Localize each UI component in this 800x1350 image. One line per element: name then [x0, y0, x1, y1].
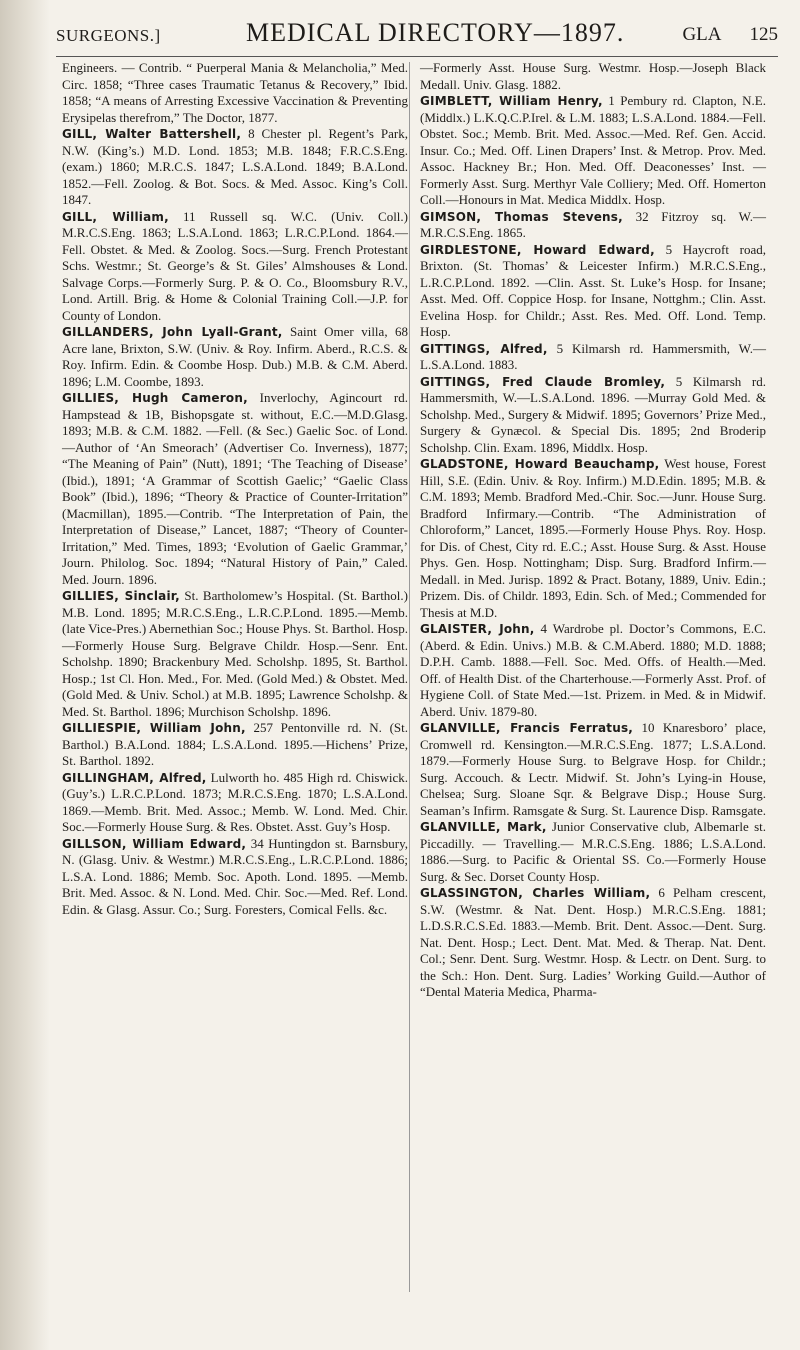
directory-entry [62, 126, 408, 209]
entry-text: Saint Omer villa, 68 Acre lane, Brixton, S.W. (Univ. & Roy. Infirm. Aberd., R.C.S. & Roy. Infirm. Edin. & Coombe Hosp. Dub.) M.B. & C.M. Aberd. 1896; L.M. Coombe, 1893. [62, 324, 409, 389]
directory-entry [420, 621, 766, 720]
directory-entry [62, 770, 408, 836]
entry-text: West house, Forest Hill, S.E. (Edin. Univ. & Roy. Infirm.) M.D.Edin. 1895; M.B. & C.M. 1893; Memb. Bradford Med.-Chir. Soc.—Junr. House Surg. Bradford Infirmary.—Contrib. “The Administration of Chloroform,” Lancet, 1895.—Formerly House Phys. Roy. Hosp. for Dis. of Chest, City rd. E.C.; Asst. House Surg. & Asst. House Phys. Gen. Hosp. Nottingham; Disp. Surg. Bradford Infirm.—Medall. in Med. Jurisp. 1892 & Pract. Botany, 1889, Univ. Edin.; Prizem. Dis. of Childr. 1893, Edin. Sch. of Med.; Commended for Thesis at M.D. [420, 456, 767, 620]
entry-text: 34 Huntingdon st. Barnsbury, N. (Glasg. Univ. & Westmr.) M.R.C.S.Eng., L.R.C.P.Lond. 1886; L.S.A. Lond. 1886; Memb. Soc. Apoth. Lond. 1895. —Memb. Brit. Med. Assoc. & N. Lond. Med. Chir. Soc.—Med. Ref. Lond. Edin. & Glasg. Assur. Co.; Surg. Foresters, Comical Fells. &c. [62, 835, 408, 917]
entry-name: GLASSINGTON, Charles William, [420, 886, 651, 900]
entry-text: Inverlochy, Agincourt rd. Hampstead & 1B, Bishopsgate st. without, E.C.—M.D.Glasg. 1893; M.B. & C.M. 1882. —Fell. (& Sec.) Gaelic Soc. of Lond.—Author of ‘An Smeorach’ (Advertiser Co. Inverness), 1877; “The Meaning of Pain” (Nutt), 1891; ‘The Teaching of Disease’ (Ibid.), 1891; ‘A Grammar of Scottish Gaelic;’ “Gaelic Class Book” (Ibid.), 1896; “Theory & Practice of Counter-Irritation” (Macmillan), 1895.—Contrib. “The Interpretation of Pain, the Interpretation of Disease,” Lancet, 1887; “Theory of Counter-Irritation,” Med. Times, 1893; ‘Evolution of Gaelic Grammar,’ Journ. Philolog. Soc. 1894; “Natural History of Pain,” Caled. Med. Journ. 1896. [62, 390, 409, 587]
directory-entry [420, 720, 766, 819]
binding-gutter [0, 0, 50, 1350]
entry-name: GILL, William, [62, 209, 169, 224]
entry-text: Engineers. — Contrib. “ Puerperal Mania & Melancholia,” Med. Circ. 1858; “Three cases Traumatic Tetanus & Recovery,” Ibid. 1858; “A means of Arresting Excessive Vaccination & Preventing Erysipelas therefrom,” The Doctor, 1877. [62, 60, 408, 125]
directory-entry [62, 60, 408, 126]
entry-text: 5 Kilmarsh rd. Hammersmith, W.—L.S.A.Lond. 1883. [420, 340, 766, 372]
entry-text: 1 Pembury rd. Clapton, N.E. (Middlx.) L.K.Q.C.P.Irel. & L.M. 1883; L.S.A.Lond. 1884.—Fell. Obstet. Soc.; Memb. Brit. Med. Assoc.—Med. Ref. Gen. Accid. Insur. Co.; Med. Off. Linen Drapers’ Inst. & Metrop. Prov. Med. Assoc. Hackney Br.; Hon. Med. Off. Deaconesses’ Inst. —Formerly Asst. Surg. Merthyr Vale Colliery; Med. Off. Homerton Coll.—Honours in Mat. Medica Middlx. Hosp. [420, 93, 767, 207]
entry-text: 4 Wardrobe pl. Doctor’s Commons, E.C. (Aberd. & Edin. Univs.) M.B. & C.M.Aberd. 1880; M.D. 1888; D.P.H. Camb. 1888.—Fell. Soc. Med. Offs. of Health.—Med. Off. of Health Dist. of the Charterhouse.—Formerly Asst. Prof. of Hygiene Coll. of State Med.—1st. Prizem. in Med. & in Midwif. Aberd. Univ. 1879-80. [420, 621, 767, 719]
entry-name: GILLIESPIE, William John, [62, 721, 246, 735]
left-column [62, 60, 408, 918]
entry-name: GILLIES, Sinclair, [62, 589, 180, 603]
entry-text: —Formerly Asst. House Surg. Westmr. Hosp.—Joseph Black Medall. Univ. Glasg. 1882. [420, 60, 766, 92]
entry-name: GLAISTER, John, [420, 622, 535, 636]
directory-entry [420, 209, 766, 242]
directory-entry [62, 390, 408, 588]
entry-text: 5 Haycroft road, Brixton. (St. Thomas’ & Leicester Infirm.) M.R.C.S.Eng., L.R.C.P.Lond. 1892. —Clin. Asst. St. Luke’s Hosp. for Insane; Asst. Med. Off. Coppice Hosp. for Insane, Nottghm.; Clin. Asst. Evelina Hosp. for Childr.; Asst. Res. Med. Off. Lond. Temp. Hosp. [420, 241, 766, 339]
entry-name: GILLIES, Hugh Cameron, [62, 391, 248, 405]
directory-entry [420, 374, 766, 457]
header-rule [56, 56, 778, 57]
entry-text: 11 Russell sq. W.C. (Univ. Coll.) M.R.C.S.Eng. 1863; L.S.A.Lond. 1863; L.R.C.P.Lond. 1864.—Fell. Obstet. & Med. & Zoolog. Socs.—Surg. French Protestant Schs. Westmr.; St. George’s & St. Giles’ Almshouses & Lond. Salvage Corps.—Formerly Surg. P. & O. Co., Bloomsbury R.V., Lond. Artill. Brig. & Home & Colonial Training Coll.—J.P. for County of London. [62, 208, 408, 323]
entry-text: Junior Conservative club, Albemarle st. Piccadilly. — Travelling.— M.R.C.S.Eng. 1886; L.S.A.Lond. 1886.—Surg. to Pacific & Oriental SS. Co.—Formerly House Surg. & Sec. Dorset County Hosp. [420, 819, 766, 884]
directory-entry [420, 456, 766, 621]
directory-entry [420, 242, 766, 341]
header-abbrev: GLA [682, 24, 722, 45]
entry-text: St. Bartholomew’s Hospital. (St. Barthol.) M.B. Lond. 1895; M.R.C.S.Eng., L.R.C.P.Lond. 1895.—Memb. (late Vice-Pres.) Abernethian Soc.; House Phys. St. Barthol. Hosp.—Formerly House Surg. Belgrave Childr. Hosp.—Senr. Ent. Scholshp. 1890; Brackenbury Med. Scholshp. 1895, St. Barthol. Hosp.; 1st Cl. Hon. Med., For. Med. (Gold Med.) & Obstet. Med. (Gold Med. & Univ. Schol.) at M.B. 1895; Lawrence Scholshp. & Med. St. Barthol. 1896; Murchison Scholshp. 1896. [62, 588, 408, 719]
directory-entry [62, 324, 408, 390]
entry-text: 10 Knaresboro’ place, Cromwell rd. Kensington.—M.R.C.S.Eng. 1877; L.S.A.Lond. 1879.—Formerly House Surg. to Belgrave Hosp. for Childr.; Surg. Accouch. & Lectr. Midwif. St. John’s Lying-in House, Chelsea; Surg. Sloane Sqr. & Belgrave Disp.; House Surg. Seaman’s Infirm. Ramsgate & Surg. St. Laurence Disp. Ramsgate. [420, 720, 766, 818]
entry-text: 5 Kilmarsh rd. Hammersmith, W.—L.S.A.Lond. 1896. —Murray Gold Med. & Scholshp. Med., Surgery & Midwif. 1895; Governors’ Prize Med., Surgery & Gynæcol. & Special Dis. 1895; 2nd Broderip Scholshp. Clin. Exam. 1896, Middlx. Hosp. [420, 373, 766, 455]
entry-name: GLANVILLE, Mark, [420, 820, 547, 834]
directory-entry [62, 588, 408, 720]
directory-entry [62, 836, 408, 919]
directory-entry [62, 720, 408, 770]
header-section: SURGEONS.] [56, 26, 161, 45]
entry-name: GILLSON, William Edward, [62, 836, 247, 851]
directory-entry [420, 93, 766, 209]
entry-text: 257 Pentonville rd. N. (St. Barthol.) B.A.Lond. 1884; L.S.A.Lond. 1895.—Hichens’ Prize, St. Barthol. 1892. [62, 720, 408, 768]
entry-name: GLADSTONE, Howard Beauchamp, [420, 457, 660, 471]
entry-name: GIRDLESTONE, Howard Edward, [420, 242, 655, 257]
entry-text: Lulworth ho. 485 High rd. Chiswick. (Guy’s.) L.R.C.P.Lond. 1873; M.R.C.S.Eng. 1870; L.S.A.Lond. 1869.—Memb. Brit. Med. Assoc.; Memb. W. Lond. Med. Chir. Soc.—Formerly House Surg. & Res. Obstet. Asst. Guy’s Hosp. [62, 769, 409, 834]
entry-text: 6 Pelham crescent, S.W. (Westmr. & Nat. Dent. Hosp.) M.R.C.S.Eng. 1881; L.D.S.R.C.S.Ed. 1883.—Memb. Brit. Dent. Assoc.—Dent. Surg. Nat. Dent. Hosp.; Lect. Dent. Mat. Med. & Therap. Nat. Dent. Col.; Senr. Dent. Surg. Westmr. Hosp. & Lectr. on Dent. Surg. to the Sch.: Hon. Dent. Surg. Ladies’ Working Guild.—Author of “Dental Materia Medica, Pharma- [420, 885, 767, 999]
entry-name: GILL, Walter Battershell, [62, 127, 242, 141]
directory-entry [62, 209, 408, 325]
entry-name: GILLINGHAM, Alfred, [62, 770, 207, 785]
entry-name: GITTINGS, Fred Claude Bromley, [420, 374, 666, 389]
entry-name: GIMSON, Thomas Stevens, [420, 209, 623, 224]
entry-name: GITTINGS, Alfred, [420, 341, 548, 356]
right-column [420, 60, 766, 1001]
header-right [654, 24, 778, 46]
directory-entry [420, 819, 766, 885]
directory-entry [420, 341, 766, 374]
directory-entry [420, 885, 766, 1001]
header-title: MEDICAL DIRECTORY—1897. [246, 18, 625, 47]
column-divider [409, 62, 410, 1292]
entry-name: GLANVILLE, Francis Ferratus, [420, 721, 634, 735]
entry-text: 8 Chester pl. Regent’s Park, N.W. (King’s.) M.D. Lond. 1853; M.B. 1848; F.R.C.S.Eng. (exam.) 1860; M.R.C.S. 1847; L.S.A.Lond. 1849; B.A.Lond. 1852.—Fell. Zoolog. & Bot. Socs. & Med. Assoc. King’s Coll. 1847. [62, 126, 409, 207]
entry-name: GILLANDERS, John Lyall-Grant, [62, 325, 283, 339]
page-header [56, 18, 778, 54]
entry-name: GIMBLETT, William Henry, [420, 94, 603, 108]
page-number: 125 [749, 24, 778, 45]
entry-text: 32 Fitzroy sq. W.—M.R.C.S.Eng. 1865. [420, 208, 766, 240]
directory-entry [420, 60, 766, 93]
